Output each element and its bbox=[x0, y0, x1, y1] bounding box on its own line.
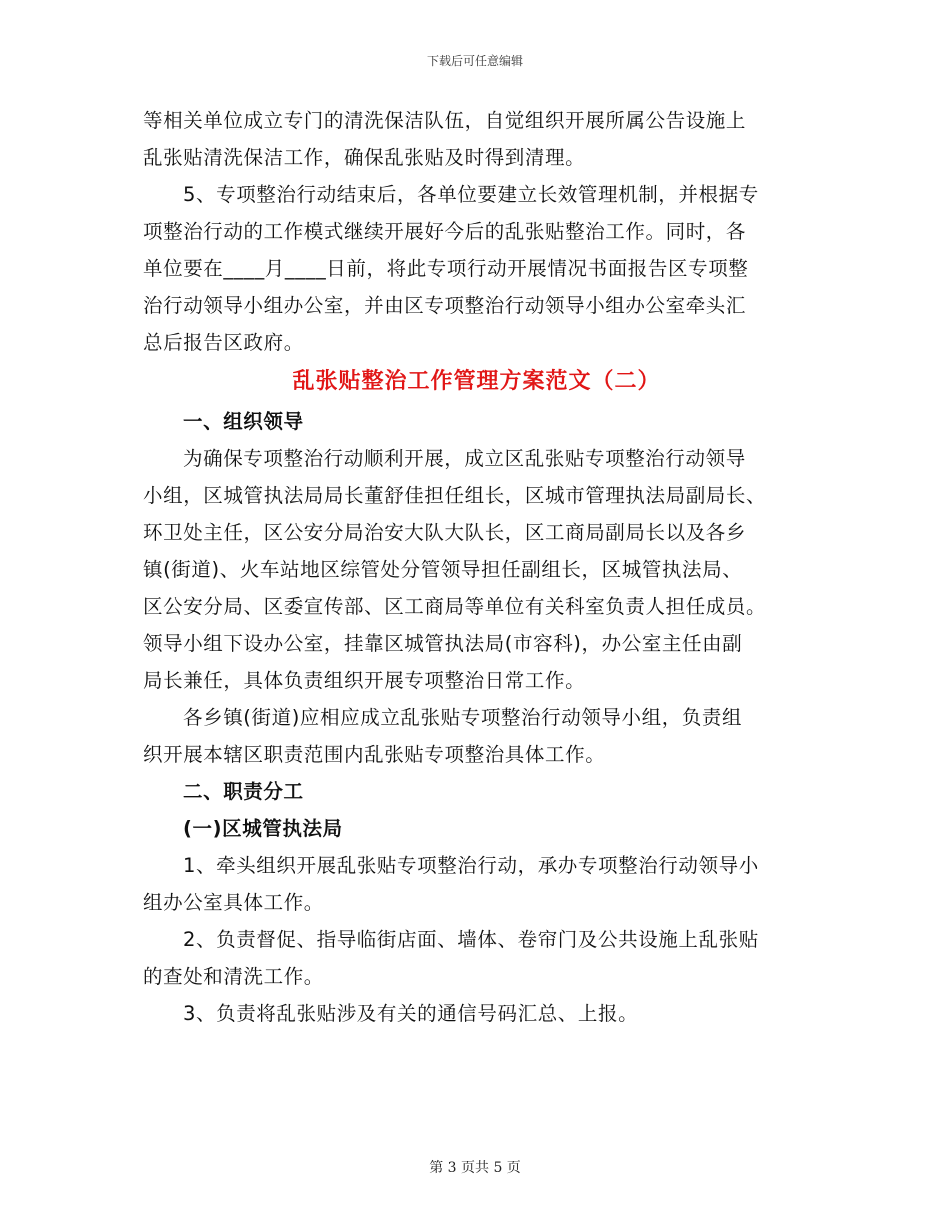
text-line: 局长兼任，具体负责组织开展专项整治日常工作。 bbox=[143, 669, 586, 692]
text-line: 领导小组下设办公室，挂靠区城管执法局(市容科)，办公室主任由副 bbox=[143, 632, 743, 655]
text-line: 总后报告区政府。 bbox=[143, 331, 304, 354]
text-line: 的查处和清洗工作。 bbox=[143, 965, 324, 988]
text-line: 小组，区城管执法局局长董舒佳担任组长，区城市管理执法局副局长、 bbox=[143, 484, 767, 507]
text-line: 单位要在____月____日前，将此专项行动开展情况书面报告区专项整 bbox=[143, 257, 749, 280]
text-line: 织开展本辖区职责范围内乱张贴专项整治具体工作。 bbox=[143, 743, 606, 766]
text-line: 5、专项整治行动结束后，各单位要建立长效管理机制，并根据专 bbox=[183, 183, 759, 206]
text-line: 环卫处主任，区公安分局治安大队大队长，区工商局副局长以及各乡 bbox=[143, 521, 747, 544]
text-line: 治行动领导小组办公室，并由区专项整治行动领导小组办公室牵头汇 bbox=[143, 294, 747, 317]
text-line: 镇(街道)、火车站地区综管处分管领导担任副组长，区城管执法局、 bbox=[143, 558, 743, 581]
section-title: 乱张贴整治工作管理方案范文（二） bbox=[292, 369, 661, 394]
section-heading: 二、职责分工 bbox=[183, 780, 304, 803]
text-line: 乱张贴清洗保洁工作，确保乱张贴及时得到清理。 bbox=[143, 146, 586, 169]
document-body bbox=[143, 102, 810, 1032]
text-line: 3、负责将乱张贴涉及有关的通信号码汇总、上报。 bbox=[183, 1002, 639, 1025]
text-line: 等相关单位成立专门的清洗保洁队伍，自觉组织开展所属公告设施上 bbox=[143, 109, 747, 132]
subsection-heading: (一)区城管执法局 bbox=[183, 817, 343, 840]
section-heading: 一、组织领导 bbox=[183, 410, 304, 433]
text-line: 组办公室具体工作。 bbox=[143, 891, 324, 914]
page-number-footer: 第 3 页共 5 页 bbox=[429, 1160, 521, 1176]
text-line: 项整治行动的工作模式继续开展好今后的乱张贴整治工作。同时，各 bbox=[143, 220, 747, 243]
text-line: 为确保专项整治行动顺利开展，成立区乱张贴专项整治行动领导 bbox=[183, 447, 746, 470]
page-header-note: 下载后可任意编辑 bbox=[426, 54, 523, 68]
text-line: 2、负责督促、指导临街店面、墙体、卷帘门及公共设施上乱张贴 bbox=[183, 928, 759, 951]
text-line: 各乡镇(街道)应相应成立乱张贴专项整治行动领导小组，负责组 bbox=[183, 706, 743, 729]
text-line: 区公安分局、区委宣传部、区工商局等单位有关科室负责人担任成员。 bbox=[143, 595, 767, 618]
text-line: 1、牵头组织开展乱张贴专项整治行动，承办专项整治行动领导小 bbox=[183, 854, 759, 877]
